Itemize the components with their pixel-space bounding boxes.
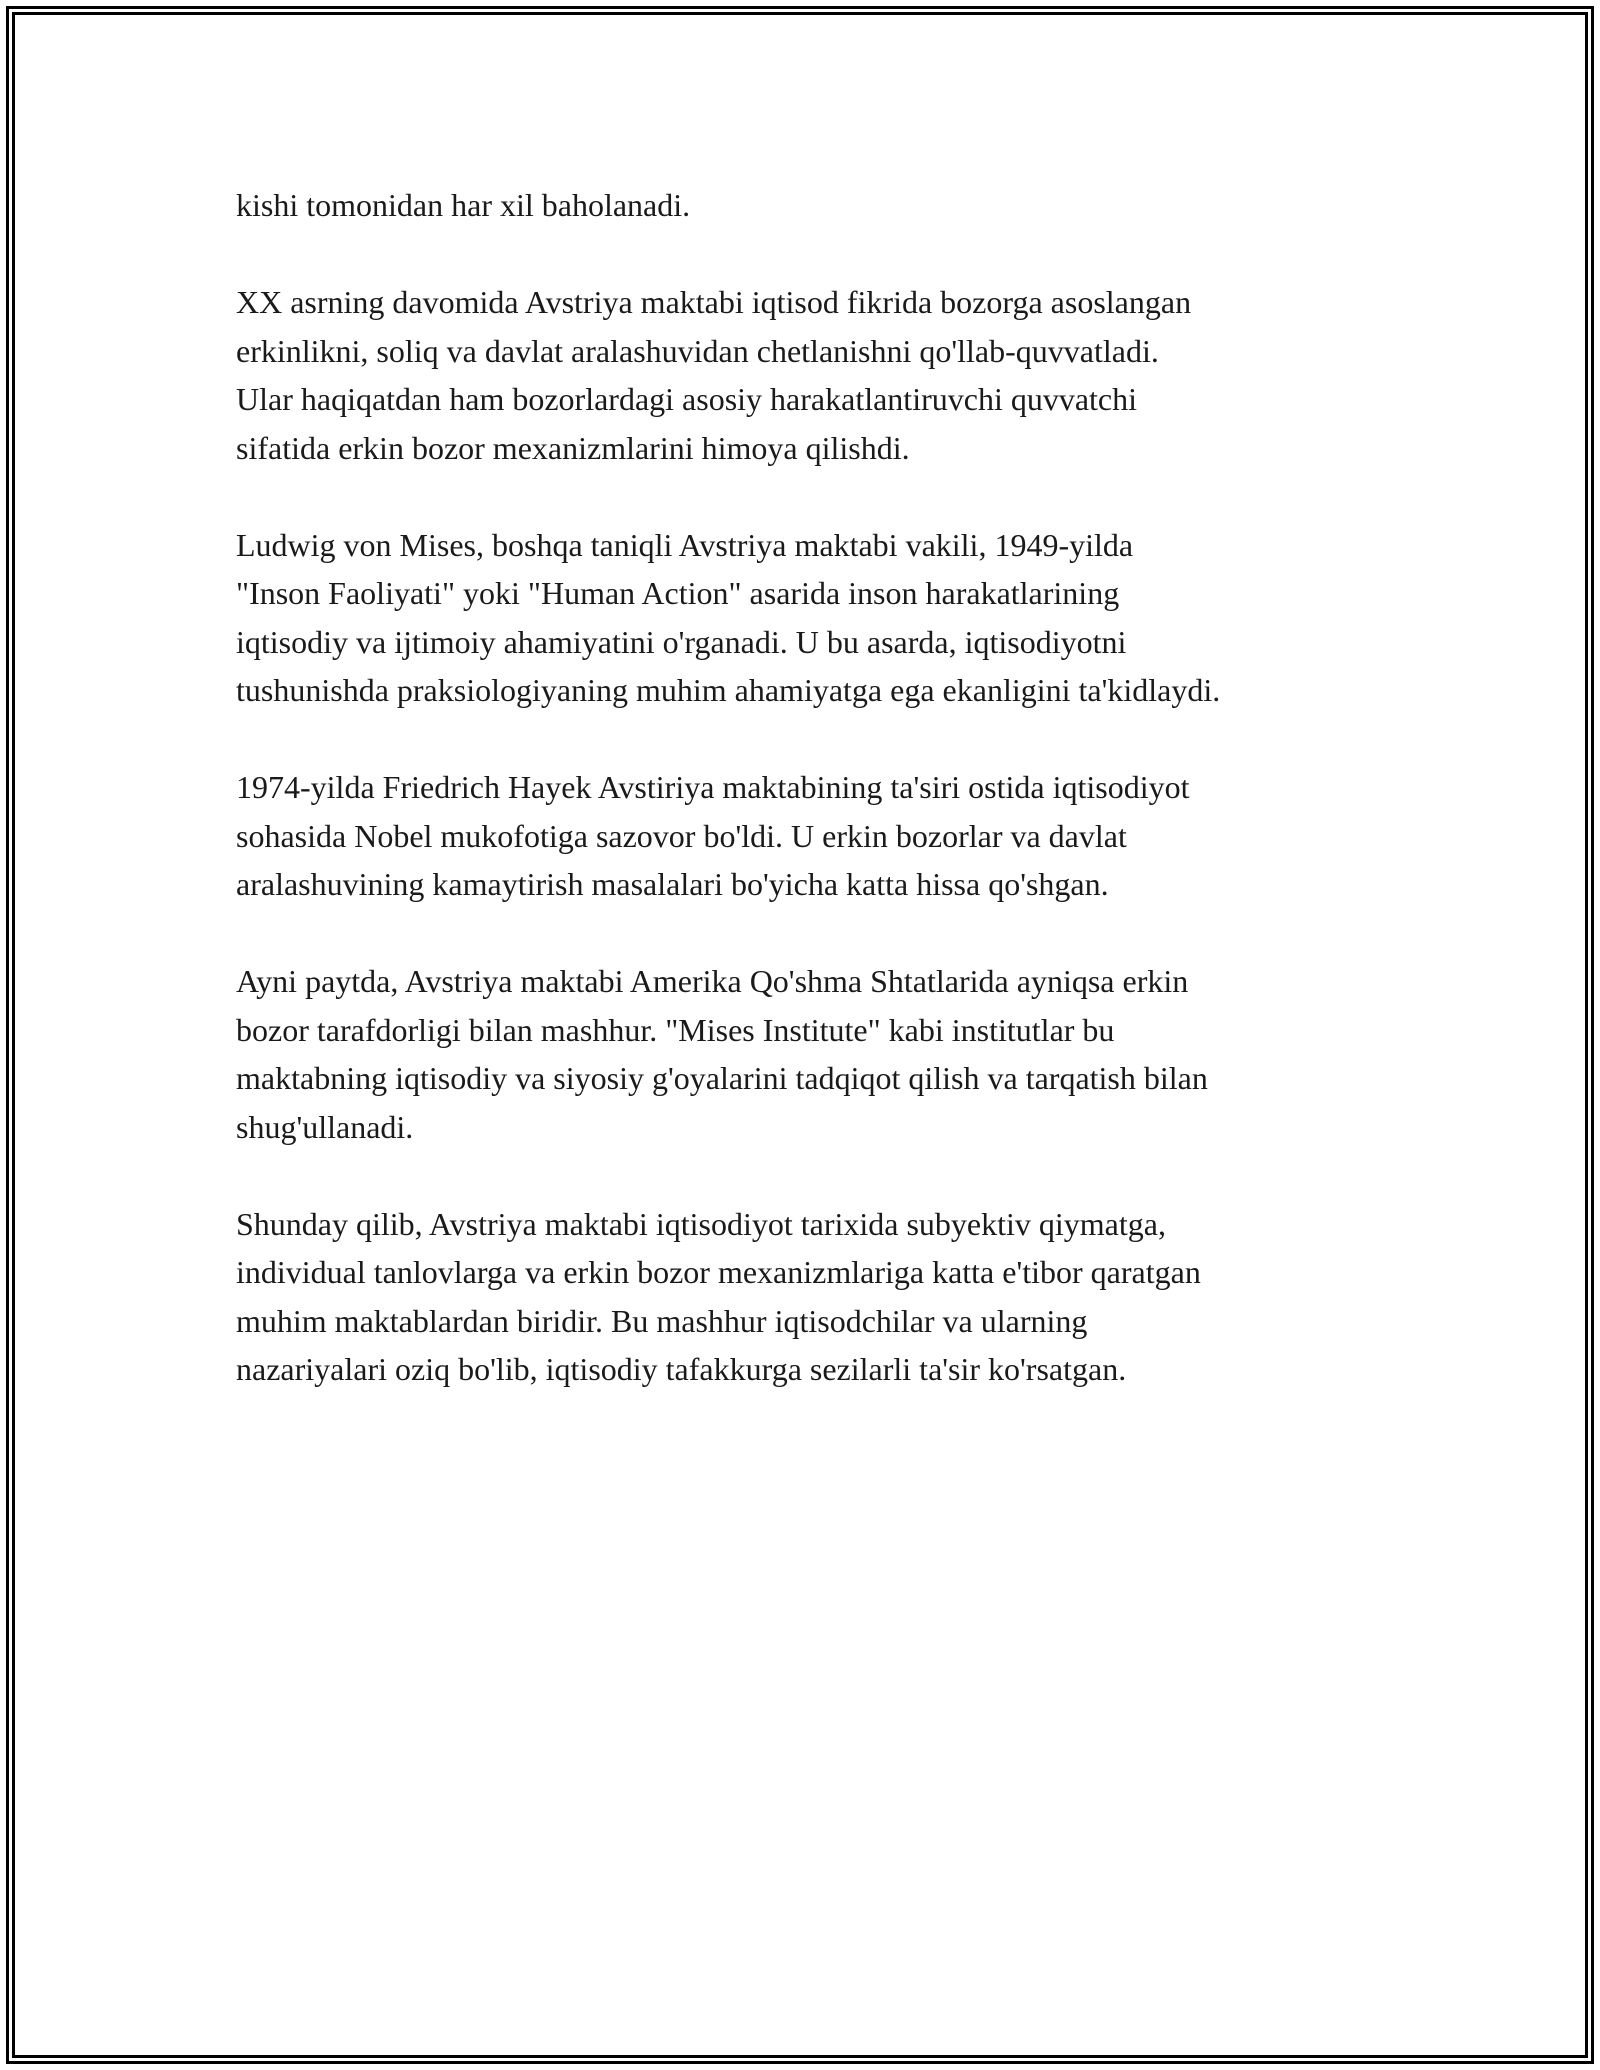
paragraph <box>236 1200 1396 1394</box>
paragraph <box>236 181 1396 230</box>
text-line: "Inson Faoliyati" yoki "Human Action" asarida inson harakatlarining <box>236 575 1120 611</box>
text-line: XX asrning davomida Avstriya maktabi iqtisod fikrida bozorga asoslangan <box>236 284 1192 320</box>
paragraph <box>236 278 1396 472</box>
text-line: iqtisodiy va ijtimoiy ahamiyatini o'rganadi. U bu asarda, iqtisodiyotni <box>236 623 1127 660</box>
paragraph <box>236 957 1396 1151</box>
text-line: sohasida Nobel mukofotiga sazovor bo'ldi. U erkin bozorlar va davlat <box>236 817 1127 854</box>
text-line: Ayni paytda, Avstriya maktabi Amerika Qo'shma Shtatlarida ayniqsa erkin <box>236 963 1189 999</box>
paragraph <box>236 763 1396 909</box>
text-line: maktabning iqtisodiy va siyosiy g'oyalarini tadqiqot qilish va tarqatish bilan <box>236 1060 1208 1096</box>
text-line: Shunday qilib, Avstriya maktabi iqtisodiyot tarixida subyektiv qiymatga, <box>236 1205 1166 1242</box>
text-line: kishi tomonidan har xil baholanadi. <box>236 187 691 223</box>
text-line: sifatida erkin bozor mexanizmlarini himoya qilishdi. <box>236 429 910 466</box>
text-line: shug'ullanadi. <box>236 1108 414 1145</box>
text-line: aralashuvining kamaytirish masalalari bo'yicha katta hissa qo'shgan. <box>236 866 1109 902</box>
text-line: muhim maktablardan biridir. Bu mashhur iqtisodchilar va ularning <box>236 1302 1088 1339</box>
text-line: Ular haqiqatdan ham bozorlardagi asosiy harakatlantiruvchi quvvatchi <box>236 381 1138 417</box>
text-line: 1974-yilda Friedrich Hayek Avstiriya maktabining ta'siri ostida iqtisodiyot <box>236 769 1190 805</box>
text-line: Ludwig von Mises, boshqa taniqli Avstriya maktabi vakili, 1949-yilda <box>236 526 1134 563</box>
text-line: tushunishda praksiologiyaning muhim ahamiyatga ega ekanligini ta'kidlaydi. <box>236 672 1221 708</box>
document-body <box>236 181 1396 1442</box>
text-line: nazariyalari oziq bo'lib, iqtisodiy tafakkurga sezilarli ta'sir ko'rsatgan. <box>236 1351 1127 1387</box>
text-line: erkinlikni, soliq va davlat aralashuvidan chetlanishni qo'llab-quvvatladi. <box>236 332 1159 369</box>
text-line: individual tanlovlarga va erkin bozor mexanizmlariga katta e'tibor qaratgan <box>236 1254 1201 1290</box>
text-line: bozor tarafdorligi bilan mashhur. "Mises Institute" kabi institutlar bu <box>236 1011 1115 1048</box>
paragraph <box>236 521 1396 715</box>
